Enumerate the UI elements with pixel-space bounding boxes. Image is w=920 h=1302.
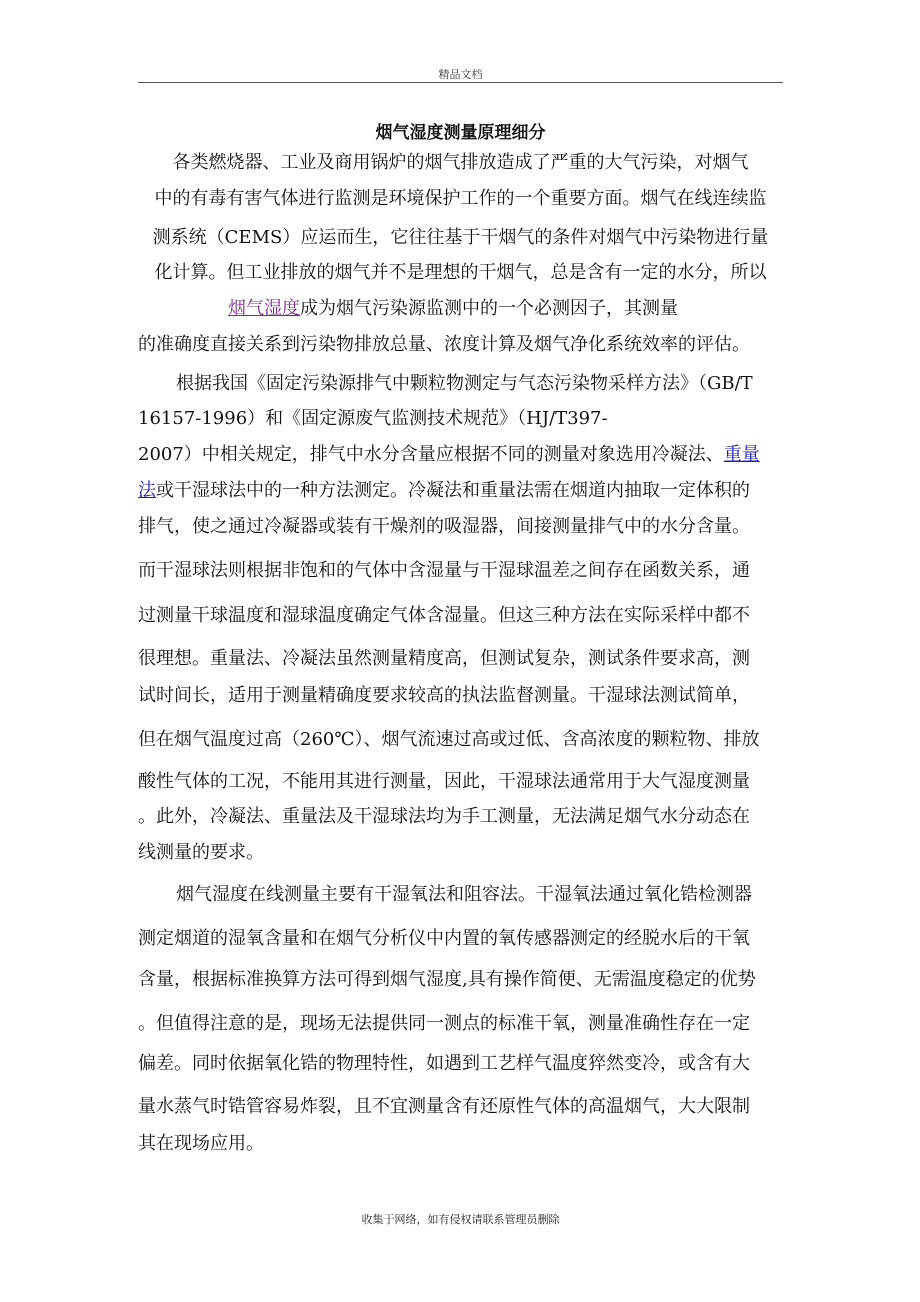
para2-line-1: 根据我国《固定污染源排气中颗粒物测定与气态污染物采样方法》（GB/T xyxy=(176,373,753,394)
para3-line-7: 其在现场应用。 xyxy=(138,1133,264,1154)
para3-line-2: 测定烟道的湿氧含量和在烟气分析仪中内置的氧传感器测定的经脱水后的干氧 xyxy=(138,928,750,949)
para1-line-5-text: 成为烟气污染源监测中的一个必测因子，其测量 xyxy=(300,298,678,319)
para1-line-4: 化计算。但工业排放的烟气并不是理想的干烟气，总是含有一定的水分，所以 xyxy=(154,262,767,283)
para2-line-6: 而干湿球法则根据非饱和的气体中含湿量与干湿球温差之间存在函数关系，通 xyxy=(138,560,750,581)
gravimetric-method-link[interactable]: 重量 xyxy=(723,444,760,465)
page-footer: 收集于网络，如有侵权请联系管理员删除 xyxy=(361,1213,560,1226)
flue-gas-humidity-link[interactable]: 烟气湿度 xyxy=(228,298,300,319)
page-header: 精品文档 xyxy=(438,68,483,81)
para1-line-6: 的准确度直接关系到污染物排放总量、浓度计算及烟气净化系统效率的评估。 xyxy=(138,334,750,355)
para3-line-4: 。但值得注意的是，现场无法提供同一测点的标准干氧，测量准确性存在一定 xyxy=(138,1013,750,1034)
para2-line-3 xyxy=(138,444,760,466)
para1-line-2: 中的有毒有害气体进行监测是环境保护工作的一个重要方面。烟气在线连续监 xyxy=(154,188,767,209)
para2-line-8: 很理想。重量法、冷凝法虽然测量精度高，但测试复杂，测试条件要求高，测 xyxy=(138,648,750,669)
para1-line-5 xyxy=(228,298,678,320)
gravimetric-method-link-cont[interactable]: 法 xyxy=(138,480,156,501)
para2-line-11: 酸性气体的工况，不能用其进行测量，因此，干湿球法通常用于大气湿度测量 xyxy=(138,771,750,792)
para2-line-13: 线测量的要求。 xyxy=(138,842,264,863)
para1-line-3: 测系统（CEMS）应运而生，它往往基于干烟气的条件对烟气中污染物进行量 xyxy=(152,227,769,248)
para2-line-10: 但在烟气温度过高（260℃）、烟气流速过高或过低、含高浓度的颗粒物、排放 xyxy=(138,729,760,750)
para2-line-5: 排气，使之通过冷凝器或装有干燥剂的吸湿器，间接测量排气中的水分含量。 xyxy=(138,516,750,537)
para2-line-7: 过测量干球温度和湿球温度确定气体含湿量。但这三种方法在实际采样中都不 xyxy=(138,605,750,626)
header-divider xyxy=(138,82,783,83)
para2-line-12: 。此外，冷凝法、重量法及干湿球法均为手工测量，无法满足烟气水分动态在 xyxy=(138,806,750,827)
para3-line-6: 量水蒸气时锆管容易炸裂，且不宜测量含有还原性气体的高温烟气，大大限制 xyxy=(138,1096,750,1117)
para2-line-2: 16157-1996）和《固定源废气监测技术规范》（HJ/T397- xyxy=(138,408,608,429)
para2-line-4 xyxy=(138,480,750,502)
para3-line-3: 含量，根据标准换算方法可得到烟气湿度,具有操作简便、无需温度稳定的优势 xyxy=(138,969,756,990)
para2-line-3-text: 2007）中相关规定，排气中水分含量应根据不同的测量对象选用冷凝法、 xyxy=(138,444,724,465)
document-title: 烟气湿度测量原理细分 xyxy=(375,123,546,143)
para2-line-4-text: 或干湿球法中的一种方法测定。冷凝法和重量法需在烟道内抽取一定体积的 xyxy=(156,480,750,501)
para3-line-1: 烟气湿度在线测量主要有干湿氧法和阻容法。干湿氧法通过氧化锆检测器 xyxy=(176,884,752,905)
para2-line-9: 试时间长，适用于测量精确度要求较高的执法监督测量。干湿球法测试简单， xyxy=(138,685,750,706)
para3-line-5: 偏差。同时依据氧化锆的物理特性，如遇到工艺样气温度猝然变冷，或含有大 xyxy=(138,1053,750,1074)
para1-line-1: 各类燃烧器、工业及商用锅炉的烟气排放造成了严重的大气污染，对烟气 xyxy=(172,152,749,173)
